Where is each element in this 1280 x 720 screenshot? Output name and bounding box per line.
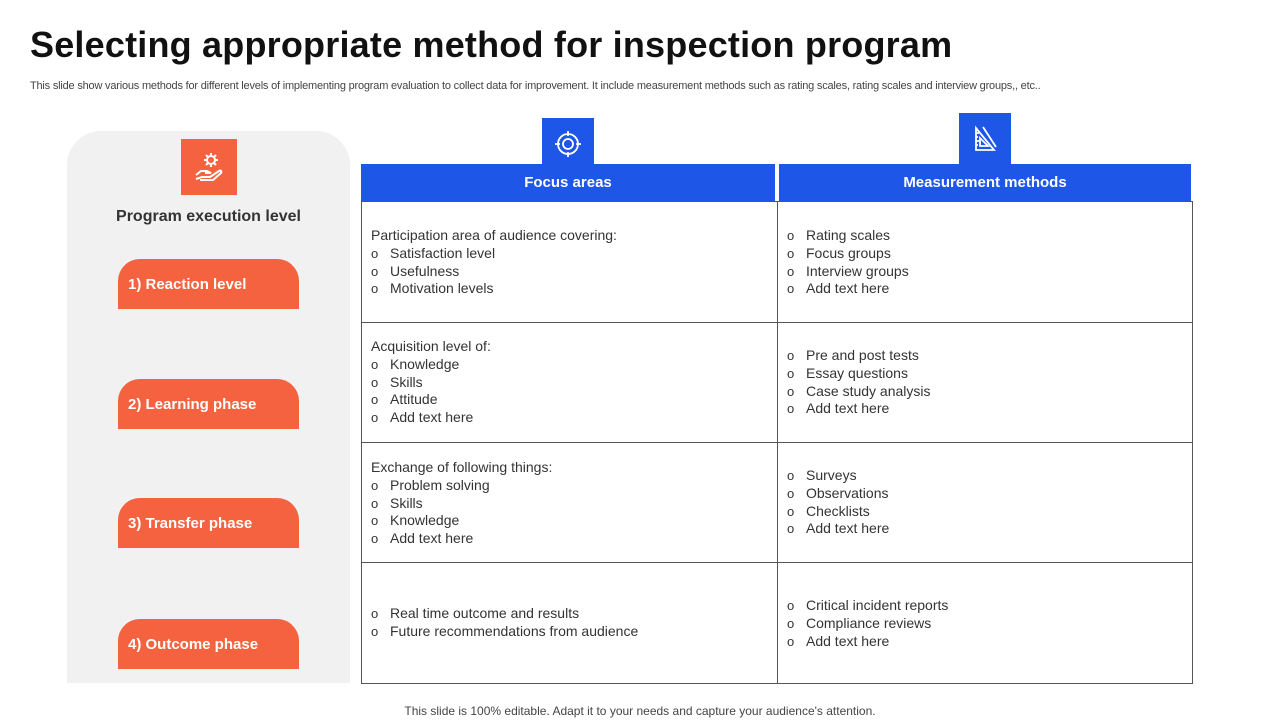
focus-intro: Exchange of following things: [371,459,553,475]
list-item: o Real time outcome and results [371,605,638,623]
method-list [787,597,948,650]
table-row-divider [361,322,1193,323]
footer-note: This slide is 100% editable. Adapt it to your needs and capture your audience's attention. [404,704,876,718]
method-list [787,347,931,418]
method-list [787,227,909,298]
phase-label-2: 2) Learning phase [118,379,299,429]
hand-gear-icon [191,149,227,185]
list-item: o Add text here [371,409,491,427]
list-item: o Attitude [371,391,491,409]
focus-intro: Acquisition level of: [371,338,491,354]
list-item: o Add text here [371,530,552,548]
set-square-icon [969,124,1001,156]
list-item: o Interview groups [787,263,909,281]
focus-cell-1 [371,227,617,298]
phase-label-3: 3) Transfer phase [118,498,299,548]
left-header: Program execution level [116,208,301,225]
list-item: o Knowledge [371,512,552,530]
list-item: o Skills [371,495,552,513]
list-item: o Essay questions [787,365,931,383]
focus-intro: Participation area of audience covering: [371,227,617,243]
table-row-divider [361,442,1193,443]
list-item: o Focus groups [787,245,909,263]
measure-icon-box [959,113,1011,167]
list-item: o Add text here [787,400,931,418]
focus-icon-box [542,118,594,170]
focus-list [371,245,617,298]
left-icon-box [181,139,237,195]
list-item: o Rating scales [787,227,909,245]
list-item: o Motivation levels [371,280,617,298]
list-item: o Usefulness [371,263,617,281]
table-row-divider [361,562,1193,563]
list-item: o Surveys [787,467,889,485]
list-item: o Problem solving [371,477,552,495]
focus-cell-2 [371,338,491,427]
phase-label-4: 4) Outcome phase [118,619,299,669]
list-item: o Add text here [787,520,889,538]
column-header-focus: Focus areas [361,164,775,201]
page-subtitle: This slide show various methods for different levels of implementing program evaluation to collect data for improvement. It include measurement methods such as rating scales, rating scales and interview groups,, etc.. [30,80,1041,92]
list-item: o Add text here [787,280,909,298]
phase-label-1: 1) Reaction level [118,259,299,309]
list-item: o Pre and post tests [787,347,931,365]
focus-list [371,605,638,641]
list-item: o Checklists [787,503,889,521]
list-item: o Future recommendations from audience [371,623,638,641]
method-cell-4 [787,597,948,650]
list-item: o Satisfaction level [371,245,617,263]
focus-list [371,356,491,427]
method-cell-2 [787,347,931,418]
focus-cell-3 [371,459,552,548]
focus-cell-4 [371,605,638,641]
method-cell-3 [787,467,889,538]
list-item: o Add text here [787,633,948,651]
method-list [787,467,889,538]
list-item: o Critical incident reports [787,597,948,615]
list-item: o Case study analysis [787,383,931,401]
list-item: o Knowledge [371,356,491,374]
list-item: o Skills [371,374,491,392]
focus-list [371,477,552,548]
list-item: o Compliance reviews [787,615,948,633]
column-header-measure: Measurement methods [779,164,1191,201]
method-cell-1 [787,227,909,298]
page-title: Selecting appropriate method for inspection program [30,24,953,65]
list-item: o Observations [787,485,889,503]
target-icon [553,129,583,159]
